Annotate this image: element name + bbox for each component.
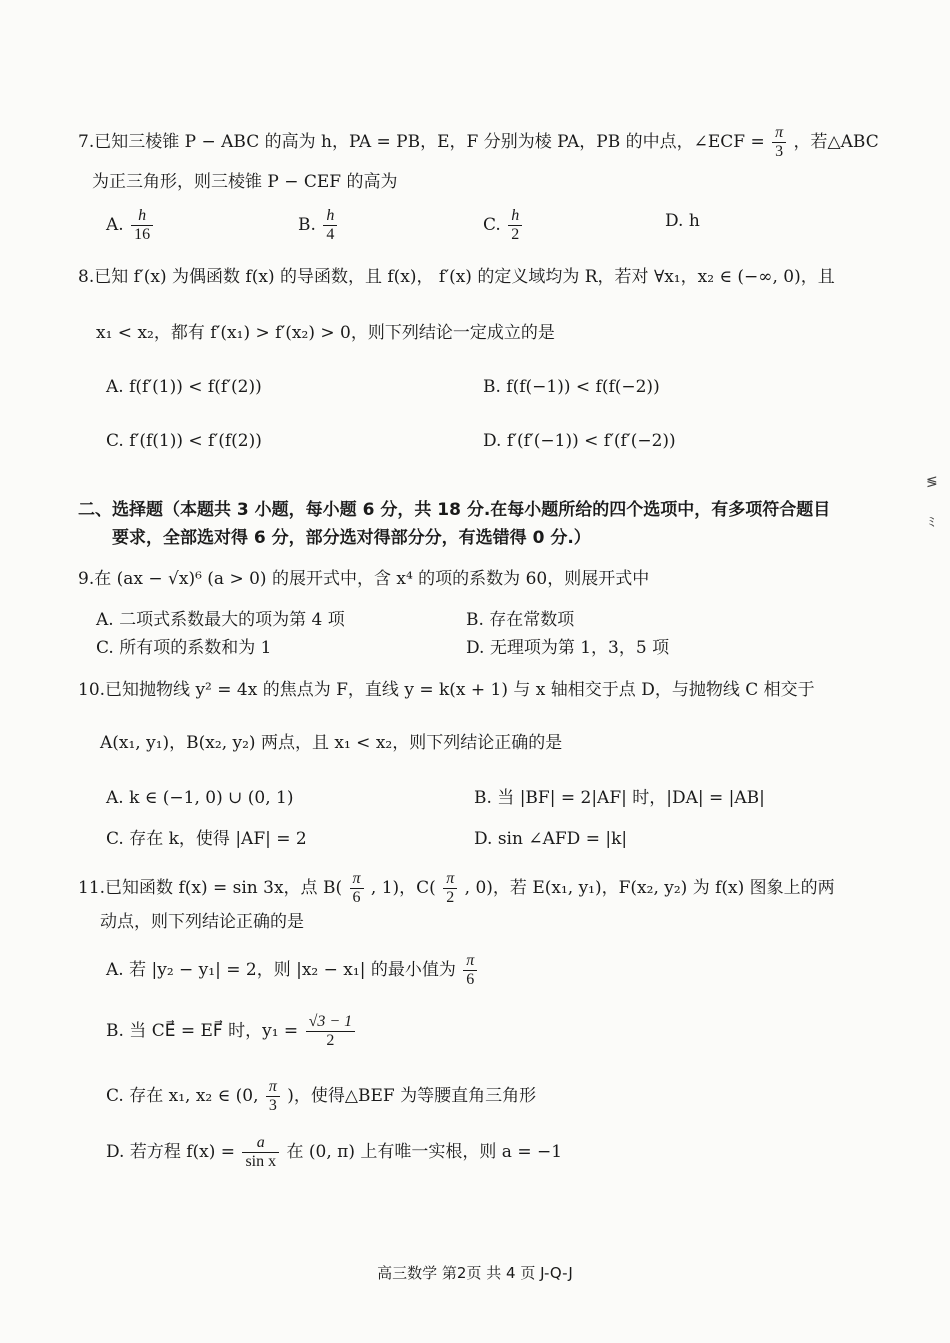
- q11-stem: [78, 870, 835, 907]
- q7-angle-fraction: [772, 124, 786, 161]
- fraction-numerator: a: [242, 1134, 279, 1153]
- option-fraction: [242, 1134, 279, 1171]
- option-text: A. 若 |y₂ − y₁| = 2，则 |x₂ − x₁| 的最小值为: [106, 960, 456, 980]
- fraction-denominator: 16: [134, 226, 151, 243]
- fraction-denominator: 6: [466, 971, 475, 988]
- q11-option-d: [106, 1134, 562, 1171]
- option-fraction: [266, 1078, 280, 1115]
- q7-stem-text: 7.已知三棱锥 P − ABC 的高为 h，PA = PB，E，F 分别为棱 PA，PB 的中点，∠ECF =: [78, 132, 765, 152]
- fraction-denominator: 2: [446, 889, 455, 906]
- q10-option-c: C. 存在 k，使得 |AF| = 2: [106, 829, 307, 849]
- q7-stem: [78, 124, 879, 161]
- q7-option-d: D. h: [665, 211, 700, 231]
- q11-stem-text: 11.已知函数 f(x) = sin 3x，点 B(: [78, 878, 343, 898]
- option-fraction: [463, 952, 477, 989]
- q9-option-d: D. 无理项为第 1，3，5 项: [466, 638, 670, 658]
- option-label: B.: [298, 215, 316, 235]
- q9-option-b: B. 存在常数项: [466, 610, 575, 630]
- point-b-fraction: [350, 870, 364, 907]
- fraction-numerator: h: [323, 207, 337, 226]
- option-label: A.: [106, 215, 124, 235]
- option-text: )，使得△BEF 为等腰直角三角形: [287, 1086, 537, 1106]
- page-footer: 高三数学 第2页 共 4 页 J-Q-J: [377, 1264, 573, 1282]
- fraction-numerator: h: [508, 207, 522, 226]
- fraction-numerator: π: [443, 870, 457, 889]
- q10-stem-line2: A(x₁, y₁)，B(x₂, y₂) 两点，且 x₁ < x₂，则下列结论正确的是: [100, 733, 563, 753]
- q10-option-d: D. sin ∠AFD = |k|: [474, 829, 628, 849]
- section-2-heading: 二、选择题（本题共 3 小题，每小题 6 分，共 18 分.在每小题所给的四个选项中，有多项符合题目: [78, 500, 831, 520]
- q8-option-d: D. f′(f′(−1)) < f′(f′(−2)): [483, 431, 676, 451]
- q8-stem-line2: x₁ < x₂，都有 f′(x₁) > f′(x₂) > 0，则下列结论一定成立的是: [96, 323, 555, 343]
- fraction-denominator: sin x: [245, 1153, 277, 1170]
- option-fraction: [131, 207, 153, 244]
- fraction-numerator: π: [266, 1078, 280, 1097]
- fraction-denominator: 2: [511, 226, 520, 243]
- fraction-numerator: √3 − 1: [306, 1013, 356, 1032]
- fraction-denominator: 6: [352, 889, 361, 906]
- option-fraction: [323, 207, 337, 244]
- q9-stem: 9.在 (ax − √x)⁶ (a > 0) 的展开式中，含 x⁴ 的项的系数为 60，则展开式中: [78, 569, 650, 589]
- option-label: C.: [483, 215, 501, 235]
- q8-stem: 8.已知 f′(x) 为偶函数 f(x) 的导函数，且 f(x)， f′(x) 的定义域均为 R，若对 ∀x₁，x₂ ∈ (−∞, 0)，且: [78, 267, 835, 287]
- option-text: 在 (0, π) 上有唯一实根，则 a = −1: [286, 1142, 563, 1162]
- q7-stem-line2: 为正三角形，则三棱锥 P − CEF 的高为: [92, 172, 398, 192]
- q11-stem-line2: 动点，则下列结论正确的是: [100, 912, 304, 932]
- q9-option-c: C. 所有项的系数和为 1: [96, 638, 272, 658]
- q10-stem: 10.已知抛物线 y² = 4x 的焦点为 F，直线 y = k(x + 1) 与 x 轴相交于点 D，与抛物线 C 相交于: [78, 680, 815, 700]
- q11-stem-text: , 0)，若 E(x₁, y₁)，F(x₂, y₂) 为 f(x) 图象上的两: [464, 878, 835, 898]
- fraction-numerator: π: [772, 124, 786, 143]
- q8-option-b: B. f(f(−1)) < f(f(−2)): [483, 377, 660, 397]
- option-text: D. 若方程 f(x) =: [106, 1142, 236, 1162]
- option-fraction: [508, 207, 522, 244]
- fraction-numerator: π: [463, 952, 477, 971]
- point-c-fraction: [443, 870, 457, 907]
- fraction-denominator: 4: [326, 226, 335, 243]
- margin-mark: ≶: [926, 474, 938, 490]
- fraction-numerator: h: [131, 207, 153, 226]
- q7-option-b: [298, 207, 339, 244]
- q11-option-b: [106, 1013, 357, 1050]
- fraction-denominator: 3: [775, 143, 784, 160]
- fraction-denominator: 3: [268, 1097, 277, 1114]
- q11-option-c: [106, 1078, 536, 1115]
- q10-option-a: A. k ∈ (−1, 0) ∪ (0, 1): [106, 788, 294, 808]
- q11-stem-text: , 1)，C(: [370, 878, 436, 898]
- margin-mark: ﾐ: [928, 515, 935, 531]
- section-2-instructions: 要求，全部选对得 6 分，部分选对得部分分，有选错得 0 分.）: [112, 528, 591, 548]
- option-fraction: [306, 1013, 356, 1050]
- q11-option-a: [106, 952, 479, 989]
- q7-stem-tail: ，若△ABC: [793, 132, 879, 152]
- q7-option-a: [106, 207, 155, 244]
- q8-option-c: C. f′(f(1)) < f′(f(2)): [106, 431, 262, 451]
- q7-option-c: [483, 207, 524, 244]
- q8-option-a: A. f(f′(1)) < f(f′(2)): [106, 377, 262, 397]
- q10-option-b: B. 当 |BF| = 2|AF| 时，|DA| = |AB|: [474, 788, 765, 808]
- fraction-numerator: π: [350, 870, 364, 889]
- option-text: B. 当 CE⃗ = EF⃗ 时，y₁ =: [106, 1021, 299, 1041]
- option-text: C. 存在 x₁, x₂ ∈ (0,: [106, 1086, 259, 1106]
- q9-option-a: A. 二项式系数最大的项为第 4 项: [96, 610, 345, 630]
- fraction-denominator: 2: [326, 1032, 335, 1049]
